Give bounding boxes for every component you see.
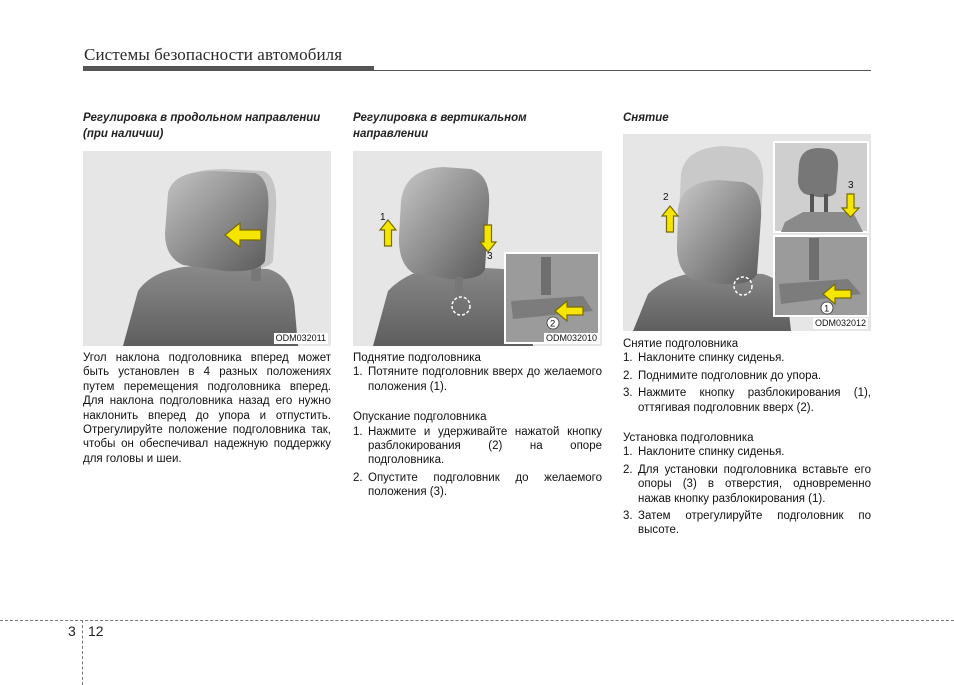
figure-code: ODM032010 bbox=[545, 333, 597, 343]
list-item bbox=[353, 425, 602, 468]
figure-removal bbox=[623, 134, 871, 331]
step-text: Наклоните спинку сиденья. bbox=[638, 446, 785, 459]
list-item bbox=[623, 369, 871, 383]
heading-fore-aft: Регулировка в продольном направлении (при наличии) bbox=[83, 112, 321, 140]
callout-3: 3 bbox=[848, 180, 854, 191]
step-text: Для установки подголовника вставьте его опоры (3) в отверстия, одновременно нажав кнопку разблокирования (1). bbox=[638, 463, 871, 505]
column-removal bbox=[623, 110, 872, 126]
inset-detail bbox=[505, 253, 599, 343]
headrest-tilt-illustration bbox=[83, 151, 331, 346]
list-item bbox=[623, 445, 871, 459]
heading-vertical: Регулировка в вертикальном направлении bbox=[353, 112, 527, 140]
inset-bottom-detail bbox=[774, 236, 868, 316]
figure-code: ODM032012 bbox=[814, 318, 866, 328]
headrest-shape bbox=[165, 171, 268, 271]
footer-dashed-divider bbox=[82, 620, 83, 685]
removal-steps bbox=[623, 351, 871, 415]
fore-aft-paragraph bbox=[83, 351, 331, 466]
headrest-shape bbox=[677, 180, 761, 284]
page-number: 12 bbox=[88, 623, 104, 639]
header-rule-thick bbox=[83, 66, 374, 71]
step-text: Потяните подголовник вверх до желаемого положения (1). bbox=[368, 366, 602, 393]
raise-steps bbox=[353, 365, 602, 394]
raise-title: Поднятие подголовника bbox=[353, 352, 481, 364]
removal-instructions bbox=[623, 337, 871, 541]
step-num: 1. bbox=[623, 446, 633, 459]
column-fore-aft-adjustment bbox=[83, 110, 332, 142]
install-title: Установка подголовника bbox=[623, 432, 754, 445]
fore-aft-text: Угол наклона подголовника вперед может быть установлен в 4 разных положениях путем перемещения подголовника вперед. Для наклона подголовника назад его нужно наклонить вперед до упора и отпустить. Отрегулируйте положение подголовника так, чтобы он обеспечивал надежную поддержку для головы и шеи. bbox=[83, 352, 331, 465]
arrow-up-icon bbox=[662, 206, 678, 232]
step-num: 1. bbox=[353, 425, 363, 438]
list-item bbox=[353, 471, 602, 500]
figure-code: ODM032011 bbox=[275, 333, 326, 343]
chapter-title: Системы безопасности автомобиля bbox=[84, 45, 343, 64]
headrest-removal-illustration bbox=[623, 134, 871, 331]
page-section-number: 3 bbox=[68, 623, 76, 639]
step-num: 2. bbox=[623, 463, 633, 476]
lower-steps bbox=[353, 425, 602, 500]
step-num: 2. bbox=[623, 369, 633, 382]
list-item bbox=[623, 351, 871, 365]
callout-1: 1 bbox=[380, 212, 386, 223]
seatback-shape bbox=[123, 266, 298, 346]
step-text: Наклоните спинку сиденья. bbox=[638, 352, 785, 365]
step-text: Поднимите подголовник до упора. bbox=[638, 369, 822, 382]
headrest-shape bbox=[399, 167, 489, 279]
lower-title: Опускание подголовника bbox=[353, 411, 487, 424]
step-num: 1. bbox=[353, 366, 363, 379]
list-item bbox=[623, 386, 871, 415]
callout-1: 1 bbox=[824, 303, 830, 315]
header-rule-thin bbox=[374, 70, 871, 71]
callout-2: 2 bbox=[663, 192, 669, 203]
column-vertical-adjustment bbox=[353, 110, 602, 142]
step-num: 3. bbox=[623, 510, 633, 523]
figure-fore-aft bbox=[83, 151, 331, 346]
figure-vertical bbox=[353, 151, 602, 346]
step-text: Затем отрегулируйте подголовник по высоте. bbox=[638, 510, 871, 537]
list-item bbox=[623, 509, 871, 538]
footer-dashed-rule bbox=[0, 620, 954, 621]
arrow-up-icon bbox=[380, 220, 396, 246]
removal-title: Снятие подголовника bbox=[623, 338, 739, 350]
list-item bbox=[623, 463, 871, 506]
step-num: 2. bbox=[353, 471, 363, 484]
step-text: Нажмите кнопку разблокирования (1), оттягивая подголовник вверх (2). bbox=[638, 387, 871, 414]
step-text: Опустите подголовник до желаемого положения (3). bbox=[368, 471, 602, 499]
vertical-instructions bbox=[353, 351, 602, 503]
step-num: 3. bbox=[623, 387, 633, 400]
step-text: Нажмите и удерживайте нажатой кнопку разблокирования (2) на опоре подголовника. bbox=[368, 425, 602, 467]
step-num: 1. bbox=[623, 352, 633, 365]
install-steps bbox=[623, 445, 871, 537]
callout-2: 2 bbox=[550, 318, 556, 330]
headrest-height-illustration bbox=[353, 151, 602, 346]
list-item bbox=[353, 365, 602, 394]
callout-3: 3 bbox=[487, 251, 493, 262]
heading-removal: Снятие bbox=[623, 112, 669, 124]
